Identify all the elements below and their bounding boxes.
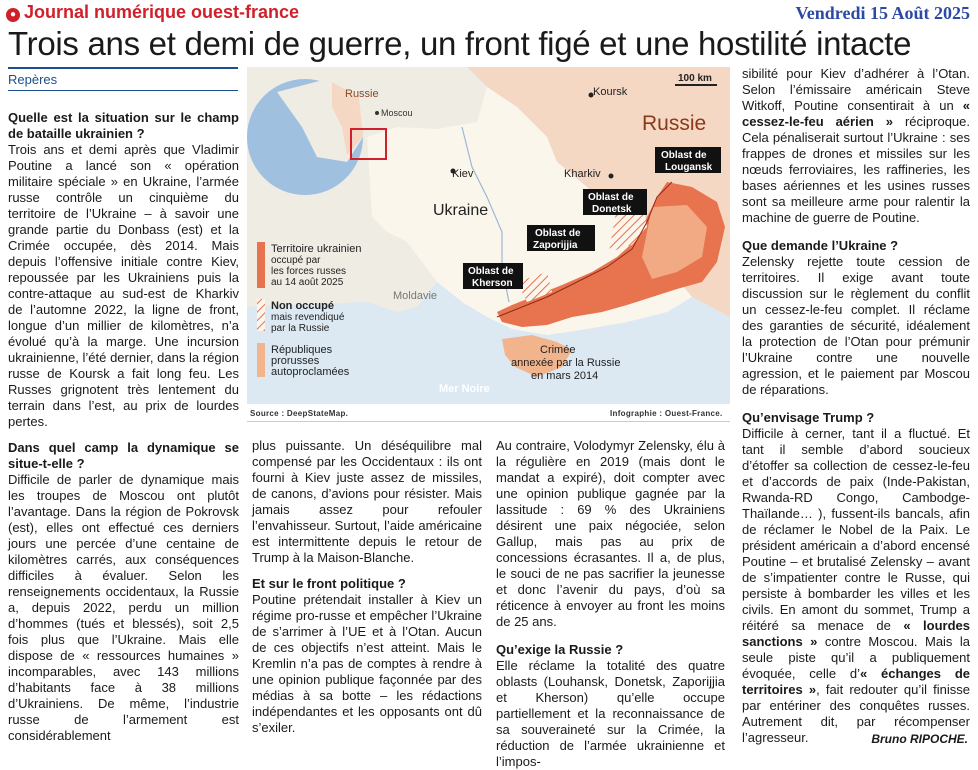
section-label: Repères bbox=[8, 72, 58, 87]
article-column-1 bbox=[8, 110, 239, 744]
byline: Bruno RIPOCHE. bbox=[871, 732, 968, 746]
legend-occupied-1: Territoire ukrainien bbox=[271, 243, 362, 255]
text-run: , fait redouter qu’il finisse par entériner des conquêtes russes. Autrement dit, par récompenser l’agresseur. bbox=[742, 682, 970, 745]
legend-republics-swatch bbox=[257, 343, 265, 377]
article-paragraph: plus puissante. Un déséquilibre mal compensé par les Occidentaux : ils ont fourni à Kiev juste assez de missiles, de canons, d’avions pour résister. Mais jamais assez pour refouler l’envahisseur. Surtout, l’aide américaine est intermittente depuis le retour de Trump à la Maison-Blanche. bbox=[252, 438, 482, 565]
top-bar bbox=[0, 0, 978, 26]
map-credit: Infographie : Ouest-France. bbox=[610, 409, 723, 418]
text-emphasis: « lourdes sanctions » bbox=[742, 618, 971, 649]
sea-label: Mer Noire bbox=[439, 383, 490, 395]
oblast-kherson-line1: Oblast de bbox=[468, 266, 514, 277]
legend-republics-3: autoproclamées bbox=[271, 366, 350, 378]
scale-label: 100 km bbox=[678, 73, 712, 84]
legend-occupied-4: au 14 août 2025 bbox=[271, 277, 344, 288]
article-paragraph: Difficile de parler de dynamique mais les troupes de Moscou ont plutôt l’avantage. Dans la région de Pokrovsk (est), elles ont effectué ces derniers jours une percée d’une centaine de kilomètres carrés, aux conséquences difficiles à évaluer. Selon les renseignements occidentaux, la Russie a, depuis 2022, perdu un million d’hommes (tués et blessés), soit 2,5 fois plus que l’Ukraine. Mais elle dispose de « ressources humaines » incomparables, avec 143 millions d’habitants face à 38 millions d’Ukrainiens. De même, l’industrie russe de l’armement est considérablement bbox=[8, 472, 239, 743]
city-kiev: Kiev bbox=[452, 168, 474, 180]
text-emphasis: « cessez-le-feu aérien » bbox=[742, 98, 970, 129]
article-paragraph: Zelensky rejette toute cession de territoires. Il exige avant toute discussion sur le règlement du conflit un cessez-le-feu complet. Il réclame des garanties de sécurité, idéalement la protection de l’Otan pour prémunir l’Ukraine contre une nouvelle agression, et le paiement par Moscou de réparations. bbox=[742, 254, 970, 397]
city-kharkiv: Kharkiv bbox=[564, 168, 601, 180]
ukraine-front-map bbox=[247, 67, 730, 404]
map-source: Source : DeepStateMap. bbox=[250, 409, 349, 418]
legend-occupied-2: occupé par bbox=[271, 255, 321, 266]
legend-claimed-swatch bbox=[257, 299, 265, 331]
legend-claimed-2: mais revendiqué bbox=[271, 312, 345, 323]
brand-label: Journal numérique ouest-france bbox=[24, 2, 300, 22]
article-paragraph: Trois ans et demi après que Vladimir Poutine a lancé son « opération militaire spéciale » en Ukraine, l’armée russe contrôle un cinquième du territoire de l’Ukraine – à savoir une grande partie du Donbass (est) et la Crimée occupée, dès 2014. Mais depuis l’offensive initiale contre Kiev, repoussée par les Ukrainiens puis la contre-attaque au sud-est de Kharkiv de l’automne 2022, la ligne de front, longue d’un millier de kilomètres, n’a évolué qu’à la marge. Une incursion ukrainienne, l’été dernier, dans la région russe de Koursk a fait long feu. Les Russes grignotent très lentement du terrain dans l’est, au prix de lourdes pertes. bbox=[8, 142, 239, 429]
text-run: réciproque. Cela pénaliserait surtout l’Ukraine : ses frappes de drones et missiles sur les nœuds ferroviaires, les raffineries, les bases aériennes et les usines russes sont sa meilleure arme pour ralentir la machine de guerre de Poutine. bbox=[742, 114, 970, 225]
map-divider bbox=[247, 421, 730, 422]
crimea-label-3: en mars 2014 bbox=[531, 370, 599, 382]
question-heading: Dans quel camp la dynamique se situe-t-elle ? bbox=[8, 440, 239, 471]
globe-moscou-label: Moscou bbox=[381, 108, 413, 118]
oblast-lougansk-line1: Oblast de bbox=[661, 150, 707, 161]
oblast-donetsk-line1: Oblast de bbox=[588, 192, 634, 203]
text-run: contre Moscou. Mais la seule piste qu’il a publiquement évoquée, celle d’ bbox=[742, 634, 970, 681]
legend-claimed-3: par la Russie bbox=[271, 323, 330, 334]
article-paragraph: Elle réclame la totalité des quatre oblasts (Louhansk, Donetsk, Zaporijjia et Kherson) qu’elle occupe partiellement et la reconnaissance de sa souveraineté sur la Crimée, la réduction de l’armée ukrainienne et l’impos- bbox=[496, 658, 725, 769]
legend-occupied-3: les forces russes bbox=[271, 266, 347, 277]
legend-claimed-1: Non occupé bbox=[271, 300, 334, 312]
edition-date: Vendredi 15 Août 2025 bbox=[795, 3, 970, 23]
section-divider bbox=[8, 90, 238, 91]
country-ukraine: Ukraine bbox=[433, 202, 489, 219]
text-run: sibilité pour Kiev d’adhérer à l’Otan. Selon l’émissaire américain Steve Witkoff, Poutine consentirait à un bbox=[742, 66, 970, 113]
crimea-label-1: Crimée bbox=[540, 344, 576, 356]
legend-occupied-swatch bbox=[257, 242, 265, 288]
article-paragraph: Au contraire, Volodymyr Zelensky, élu à la régulière en 2019 (mais dont le mandat a expiré), doit compter avec une opinion publique gagnée par la lassitude : 69 % des Ukrainiens désirent une paix négociée, selon Gallup, mais pas au prix de concessions écrasantes. Il a, de plus, le souci de ne pas sacrifier la jeunesse et donc l’avenir du pays, d’où sa réticence à envoyer au front les moins de 25 ans. bbox=[496, 438, 725, 629]
city-dot bbox=[609, 174, 614, 179]
article-column-4 bbox=[742, 66, 970, 746]
globe-moscou-dot bbox=[375, 111, 379, 115]
brand-logo-icon: ● bbox=[6, 8, 20, 22]
oblast-donetsk-line2: Donetsk bbox=[592, 204, 632, 215]
legend-republics-2: prorusses bbox=[271, 355, 320, 367]
brand[interactable] bbox=[6, 2, 299, 23]
question-heading: Et sur le front politique ? bbox=[252, 576, 406, 591]
article-paragraph bbox=[742, 66, 970, 226]
city-koursk: Koursk bbox=[593, 86, 628, 98]
text-run: Difficile à cerner, tant il a fluctué. Et tant il semble d’abord soucieux d’étoffer sa collection de cessez-le-feu et d’accords de paix (Inde-Pakistan, Rwanda-RD Congo, Cambodge-Thaïlande… ), fussent-ils bancals, afin de réclamer le Nobel de la Paix. Le président américain a d’abord encensé Poutine – et brutalisé Zelensky – avant de s’impatienter contre le Russe, qui persiste à bombarder les villes et les civils. En amont du sommet, Trump a réitéré sa menace de bbox=[742, 426, 970, 633]
section-rule bbox=[8, 67, 238, 69]
country-russia: Russie bbox=[642, 112, 707, 135]
article-paragraph: Poutine prétendait installer à Kiev un régime pro-russe et empêcher l’Ukraine de s’arrimer à l’UE et à l’Otan. Aucun de ces objectifs n’est atteint. Mais le Kremlin n’a pas de comptes à rendre à une opinion publique façonnée par des médias à sa botte – les rédactions indépendantes et les opposants ont dû s’exiler. bbox=[252, 592, 482, 735]
question-heading: Quelle est la situation sur le champ de bataille ukrainien ? bbox=[8, 110, 239, 141]
oblast-zaporijjia-line1: Oblast de bbox=[535, 228, 581, 239]
text-emphasis: « échanges de territoires » bbox=[742, 666, 970, 697]
oblast-lougansk-line2: Lougansk bbox=[665, 162, 713, 173]
article-column-2 bbox=[252, 438, 482, 736]
question-heading: Qu’envisage Trump ? bbox=[742, 410, 875, 425]
country-moldavie: Moldavie bbox=[393, 290, 438, 302]
page-title: Trois ans et demi de guerre, un front figé et une hostilité intacte bbox=[8, 25, 912, 62]
article-paragraph bbox=[742, 426, 970, 746]
legend-republics-1: Républiques bbox=[271, 344, 333, 356]
oblast-kherson-line2: Kherson bbox=[472, 278, 513, 289]
question-heading: Qu’exige la Russie ? bbox=[496, 642, 624, 657]
oblast-zaporijjia-line2: Zaporijjia bbox=[533, 240, 578, 251]
map-infographic bbox=[247, 67, 730, 404]
globe-russia-label: Russie bbox=[345, 88, 379, 100]
article-column-3 bbox=[496, 438, 725, 770]
crimea-label-2: annexée par la Russie bbox=[511, 357, 621, 369]
question-heading: Que demande l’Ukraine ? bbox=[742, 238, 899, 253]
